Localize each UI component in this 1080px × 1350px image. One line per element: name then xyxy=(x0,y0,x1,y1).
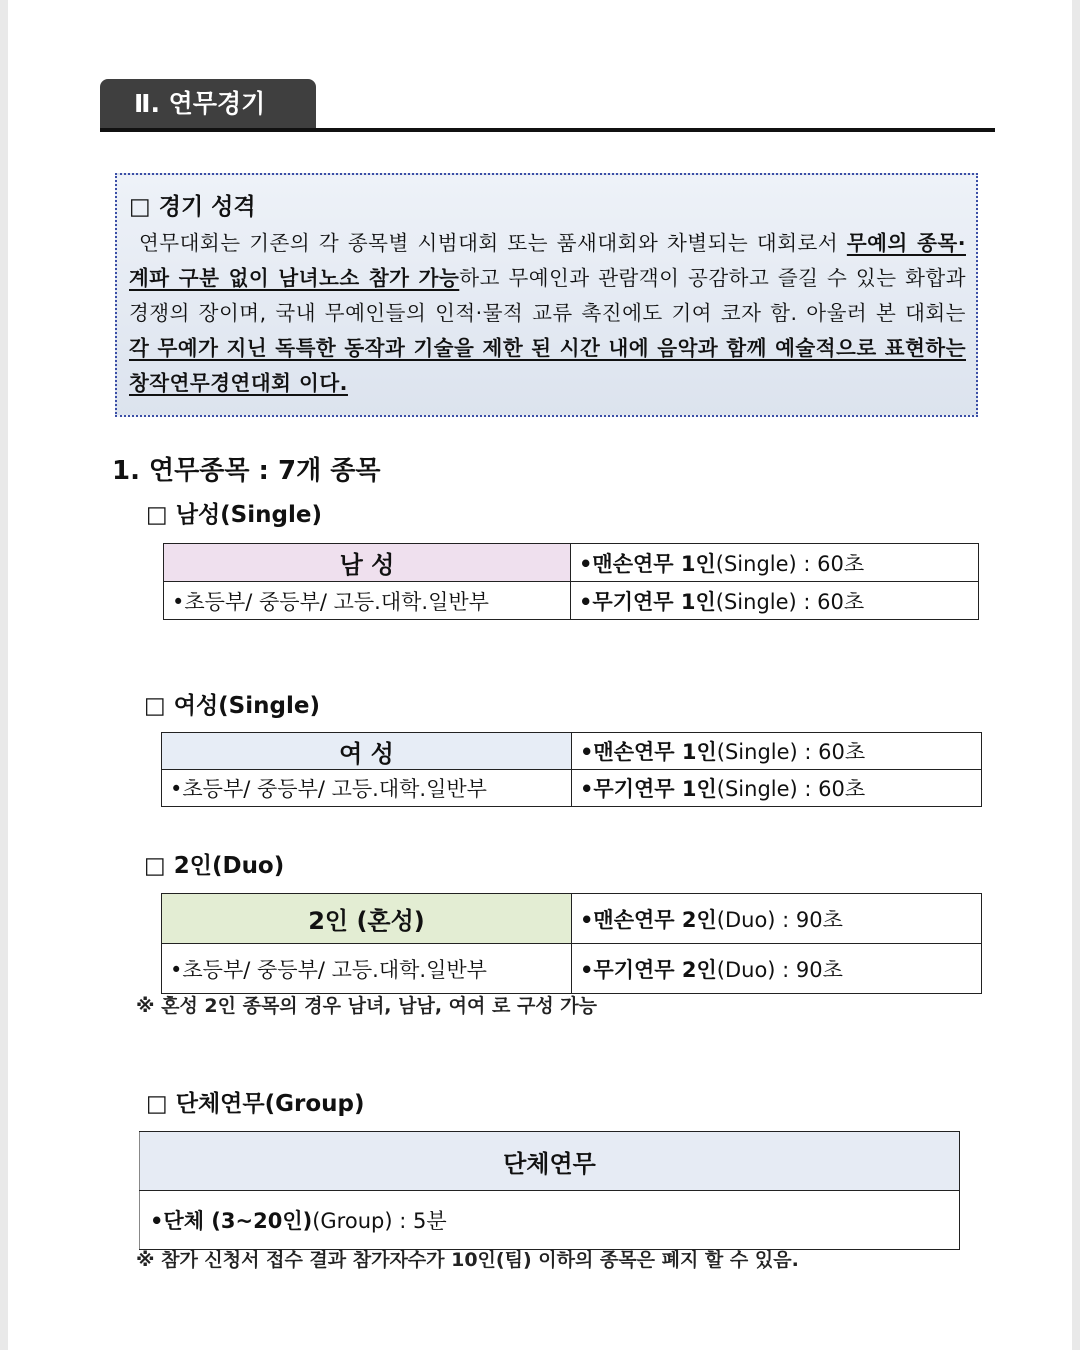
duo-section-label: □ 2인(Duo) xyxy=(144,853,285,879)
group-events-table xyxy=(139,1131,960,1250)
group-section-label: □ 단체연무(Group) xyxy=(146,1091,365,1117)
section-title-tab: Ⅱ. 연무경기 xyxy=(100,79,316,129)
female-events-table xyxy=(161,732,982,807)
duo-divisions: •초등부/ 중등부/ 고등.대학.일반부 xyxy=(162,944,572,994)
female-section-label: □ 여성(Single) xyxy=(144,693,320,719)
female-event-1-detail: (Single) : 60초 xyxy=(716,740,866,764)
group-event-detail: (Group) : 5분 xyxy=(312,1209,447,1233)
page-edge-left xyxy=(0,0,8,1350)
female-divisions: •초등부/ 중등부/ 고등.대학.일반부 xyxy=(162,770,572,807)
intro-heading: □ 경기 성격 xyxy=(129,194,256,220)
female-event-2-detail: (Single) : 60초 xyxy=(716,777,866,801)
intro-text-2: 하고 무예인과 관람객이 공감하고 즐길 수 있는 화합과 경쟁의 장이며, 국내 무예인들의 인적·물적 교류 촉진에도 기여 코자 함. 아울러 본 대회는 xyxy=(129,266,967,325)
duo-event-2-detail: (Duo) : 90초 xyxy=(716,957,843,982)
female-header: 여 성 xyxy=(162,733,572,770)
group-header: 단체연무 xyxy=(140,1132,960,1191)
duo-events-table xyxy=(161,893,982,994)
intro-underline-1: 무예의 종목·계파 구분 없이 남녀노소 참가 가능 xyxy=(129,231,966,290)
competition-nature-box xyxy=(115,173,978,417)
female-event-1 xyxy=(572,733,982,770)
group-event-name: •단체 (3~20인) xyxy=(150,1209,313,1233)
male-event-1-detail: (Single) : 60초 xyxy=(715,551,865,576)
duo-event-2 xyxy=(572,944,982,994)
page-edge-right xyxy=(1072,0,1080,1350)
male-event-2-name: •무기연무 1인 xyxy=(579,589,716,614)
section-title-underline xyxy=(100,128,995,132)
male-event-1 xyxy=(571,544,979,582)
events-heading: 1. 연무종목 : 7개 종목 xyxy=(112,456,381,486)
male-event-2-detail: (Single) : 60초 xyxy=(715,589,865,614)
duo-note: ※ 혼성 2인 종목의 경우 남녀, 남남, 여여 로 구성 가능 xyxy=(136,995,598,1017)
male-events-table xyxy=(163,543,979,620)
female-event-2-name: •무기연무 1인 xyxy=(580,777,717,801)
intro-text-1: 연무대회는 기존의 각 종목별 시범대회 또는 품새대회와 차별되는 대회로서 xyxy=(139,231,847,255)
intro-underline-2: 각 무예가 지닌 독특한 동작과 기술을 제한 된 시간 내에 음악과 함께 예술적으로 표현하는 창작연무경연대회 이다. xyxy=(129,336,966,395)
duo-event-1-detail: (Duo) : 90초 xyxy=(716,907,843,932)
male-section-label: □ 남성(Single) xyxy=(146,502,322,528)
intro-paragraph xyxy=(129,226,966,401)
group-note: ※ 참가 신청서 접수 결과 참가자수가 10인(팀) 이하의 종목은 폐지 할 수 있음. xyxy=(136,1249,799,1271)
male-header: 남 성 xyxy=(164,544,571,582)
male-divisions: •초등부/ 중등부/ 고등.대학.일반부 xyxy=(164,582,571,620)
duo-header: 2인 (혼성) xyxy=(162,894,572,944)
duo-event-1 xyxy=(572,894,982,944)
female-event-1-name: •맨손연무 1인 xyxy=(580,740,717,764)
female-event-2 xyxy=(572,770,982,807)
male-event-2 xyxy=(571,582,979,620)
group-event xyxy=(140,1191,960,1250)
duo-event-2-name: •무기연무 2인 xyxy=(580,957,717,982)
male-event-1-name: •맨손연무 1인 xyxy=(579,551,716,576)
duo-event-1-name: •맨손연무 2인 xyxy=(580,907,717,932)
